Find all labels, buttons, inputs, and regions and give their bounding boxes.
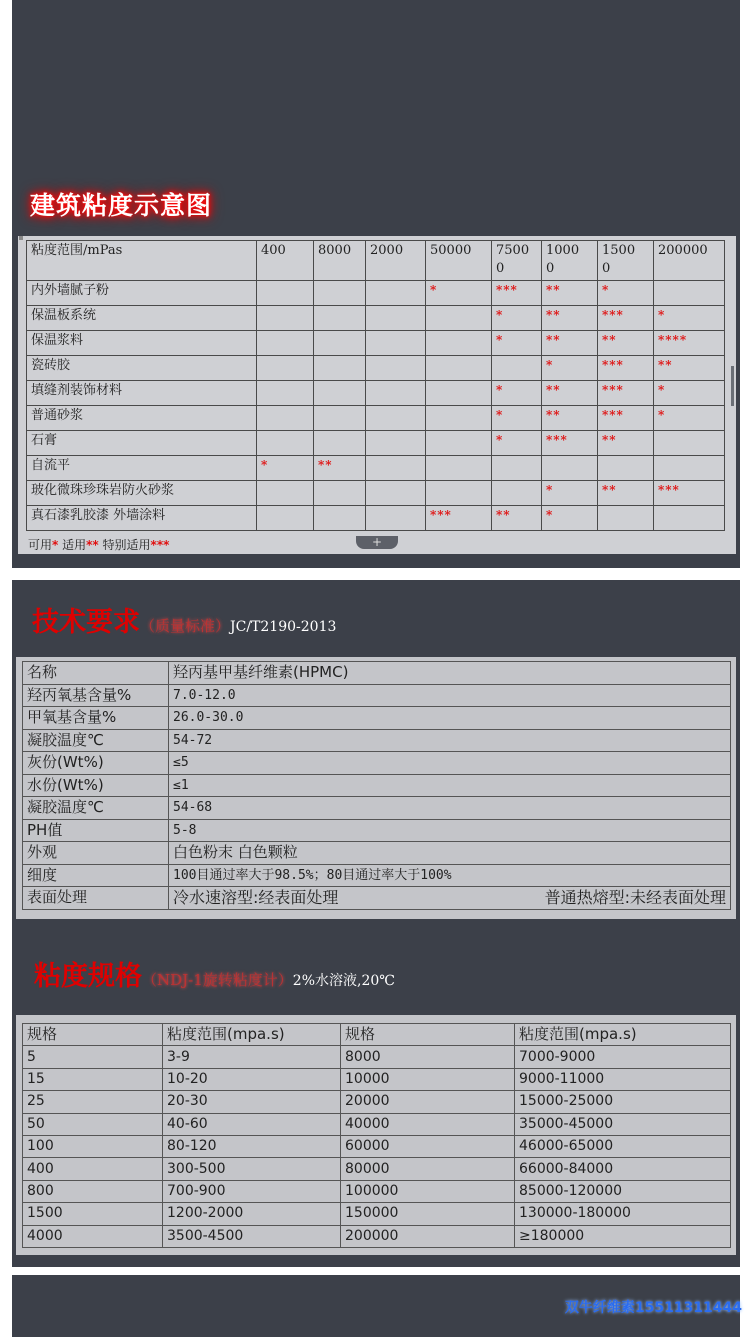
spec-name: 名称 <box>23 662 169 685</box>
spec-value-text: 26.0-30.0 <box>173 710 244 726</box>
section2-heading <box>32 600 336 639</box>
grade-cell: 4000 <box>23 1225 163 1247</box>
row-label: 玻化微珠珍珠岩防火砂浆 <box>27 481 257 506</box>
spec-name: 水份(Wt%) <box>23 774 169 797</box>
grade-cell: 1500 <box>23 1203 163 1225</box>
rating-cell: ** <box>314 456 366 481</box>
spec-value <box>169 887 731 910</box>
range-cell: 700-900 <box>163 1180 341 1202</box>
spec-value-text: 54-68 <box>173 800 213 816</box>
spec-name: PH值 <box>23 819 169 842</box>
range-cell: 40-60 <box>163 1113 341 1135</box>
grade-cell: 10000 <box>341 1068 515 1090</box>
scrollbar[interactable] <box>731 366 734 406</box>
table-row <box>23 1046 731 1068</box>
rating-cell <box>366 481 426 506</box>
rating-cell: ** <box>542 306 598 331</box>
grade-cell: 800 <box>23 1180 163 1202</box>
grade-cell: 150000 <box>341 1203 515 1225</box>
rating-cell <box>366 356 426 381</box>
section2-title: 技术要求 <box>32 607 140 638</box>
header-cell: 400 <box>257 241 314 281</box>
table-row <box>27 481 725 506</box>
rating-cell <box>257 481 314 506</box>
tech-spec-table-container <box>16 657 736 919</box>
spec-name: 凝胶温度℃ <box>23 797 169 820</box>
spec-value-text: ≤1 <box>173 777 189 793</box>
spec-value <box>169 752 731 775</box>
rating-cell: ** <box>598 481 654 506</box>
rating-cell <box>314 306 366 331</box>
spec-name: 羟丙氧基含量% <box>23 684 169 707</box>
table-row <box>23 1113 731 1135</box>
viscosity-table-container <box>18 236 736 554</box>
range-cell: 1200-2000 <box>163 1203 341 1225</box>
rating-cell <box>314 481 366 506</box>
legend-available-mark: * <box>52 538 59 552</box>
grade-cell: 15 <box>23 1068 163 1090</box>
rating-cell <box>257 381 314 406</box>
spec-value-text-2: 普通热熔型:未经表面处理 <box>544 888 726 908</box>
rating-cell <box>314 356 366 381</box>
rating-cell <box>366 381 426 406</box>
table-row <box>27 381 725 406</box>
rating-cell <box>426 306 492 331</box>
rating-cell: ** <box>542 331 598 356</box>
table-row <box>27 356 725 381</box>
watermark: 双牛纤维素15511311444 <box>564 1300 742 1316</box>
section2-standard: JC/T2190-2013 <box>230 619 337 635</box>
rating-cell <box>366 331 426 356</box>
spec-value <box>169 819 731 842</box>
spec-value-text: 54-72 <box>173 732 213 748</box>
rating-cell: * <box>654 406 725 431</box>
rating-cell: ** <box>542 381 598 406</box>
rating-cell: * <box>492 431 542 456</box>
rating-cell <box>257 356 314 381</box>
row-label: 保温浆料 <box>27 331 257 356</box>
table-row <box>23 1135 731 1157</box>
grade-cell: 60000 <box>341 1135 515 1157</box>
spec-value-text: 7.0-12.0 <box>173 687 236 703</box>
rating-cell: **** <box>654 331 725 356</box>
rating-cell <box>426 381 492 406</box>
rating-cell: * <box>542 481 598 506</box>
spec-value-text: 白色粉末 白色颗粒 <box>173 843 298 862</box>
rating-cell: ** <box>598 431 654 456</box>
legend-special: 特别适用 <box>102 538 151 552</box>
rating-cell <box>654 431 725 456</box>
rating-cell <box>542 456 598 481</box>
rating-cell <box>654 281 725 306</box>
header-cell: 规格 <box>23 1024 163 1046</box>
rating-cell <box>257 331 314 356</box>
range-cell: 10-20 <box>163 1068 341 1090</box>
rating-cell <box>426 406 492 431</box>
range-cell: 15000-25000 <box>515 1091 731 1113</box>
expand-button[interactable]: + <box>356 536 398 549</box>
rating-cell <box>366 306 426 331</box>
spec-value-text: 5-8 <box>173 822 197 838</box>
header-cell: 1000 0 <box>542 241 598 281</box>
spec-value-text: ≤5 <box>173 755 189 771</box>
spec-name: 甲氧基含量% <box>23 707 169 730</box>
rating-cell: ** <box>542 406 598 431</box>
range-cell: 66000-84000 <box>515 1158 731 1180</box>
spec-value-text: 冷水速溶型:经表面处理 <box>173 888 339 908</box>
table-row <box>23 1203 731 1225</box>
rating-cell: *** <box>598 406 654 431</box>
table-row <box>23 819 731 842</box>
row-label: 内外墙腻子粉 <box>27 281 257 306</box>
rating-cell <box>492 456 542 481</box>
header-cell: 规格 <box>341 1024 515 1046</box>
header-cell: 200000 <box>654 241 725 281</box>
rating-cell <box>257 406 314 431</box>
grade-cell: 25 <box>23 1091 163 1113</box>
section2-paren: （质量标准） <box>140 617 231 635</box>
grade-cell: 80000 <box>341 1158 515 1180</box>
rating-cell <box>314 406 366 431</box>
grade-cell: 50 <box>23 1113 163 1135</box>
spec-value <box>169 729 731 752</box>
rating-cell: * <box>492 306 542 331</box>
header-cell: 50000 <box>426 241 492 281</box>
viscosity-spec-table-container <box>16 1015 736 1255</box>
row-label: 真石漆乳胶漆 外墙涂料 <box>27 506 257 531</box>
header-cell: 8000 <box>314 241 366 281</box>
rating-cell: *** <box>598 306 654 331</box>
rating-cell <box>426 331 492 356</box>
range-cell: 3500-4500 <box>163 1225 341 1247</box>
table-row <box>27 506 725 531</box>
rating-cell <box>314 381 366 406</box>
table-row <box>23 1068 731 1090</box>
table-row <box>27 306 725 331</box>
grade-cell: 400 <box>23 1158 163 1180</box>
rating-cell <box>257 506 314 531</box>
legend-suitable: 适用 <box>62 538 87 552</box>
viscosity-spec-table <box>22 1023 731 1248</box>
table-row <box>23 1091 731 1113</box>
row-label: 瓷砖胶 <box>27 356 257 381</box>
table-row <box>23 797 731 820</box>
range-cell: 9000-11000 <box>515 1068 731 1090</box>
spec-value <box>169 842 731 865</box>
row-label: 填缝剂装饰材料 <box>27 381 257 406</box>
rating-cell <box>257 306 314 331</box>
table-row <box>23 842 731 865</box>
rating-cell <box>257 281 314 306</box>
table-row <box>23 1180 731 1202</box>
table-row <box>27 406 725 431</box>
section1-title: 建筑粘度示意图 <box>30 191 213 220</box>
table-header-row <box>27 241 725 281</box>
corner-marker <box>19 236 23 240</box>
rating-cell <box>314 506 366 531</box>
section3-paren: （NDJ-1旋转粘度计） <box>142 971 293 989</box>
range-cell: 35000-45000 <box>515 1113 731 1135</box>
range-cell: 7000-9000 <box>515 1046 731 1068</box>
rating-cell: *** <box>542 431 598 456</box>
rating-cell: * <box>654 306 725 331</box>
section3-heading <box>34 954 395 993</box>
rating-cell <box>654 456 725 481</box>
table-row <box>23 684 731 707</box>
rating-cell <box>366 456 426 481</box>
rating-cell: *** <box>654 481 725 506</box>
grade-cell: 200000 <box>341 1225 515 1247</box>
table-row <box>27 431 725 456</box>
header-cell: 1500 0 <box>598 241 654 281</box>
rating-cell <box>366 406 426 431</box>
table-row <box>27 331 725 356</box>
rating-cell <box>257 431 314 456</box>
legend-special-mark: *** <box>150 538 170 552</box>
grade-cell: 40000 <box>341 1113 515 1135</box>
rating-cell <box>314 281 366 306</box>
spec-value-text: 羟丙基甲基纤维素(HPMC) <box>173 663 349 682</box>
table-row <box>23 707 731 730</box>
range-cell: 85000-120000 <box>515 1180 731 1202</box>
spec-value <box>169 662 731 685</box>
row-label: 普通砂浆 <box>27 406 257 431</box>
rating-cell <box>366 431 426 456</box>
rating-cell: * <box>426 281 492 306</box>
section3-note: 2%水溶液,20℃ <box>292 973 395 989</box>
legend-available: 可用 <box>28 538 53 552</box>
rating-cell <box>654 506 725 531</box>
table-row <box>23 752 731 775</box>
spec-value-text: 100目通过率大于98.5%；80目通过率大于100% <box>173 867 452 883</box>
range-cell: 130000-180000 <box>515 1203 731 1225</box>
spec-name: 表面处理 <box>23 887 169 910</box>
header-cell: 7500 0 <box>492 241 542 281</box>
spec-value <box>169 684 731 707</box>
spec-value <box>169 774 731 797</box>
tech-spec-table <box>22 661 731 910</box>
rating-cell: * <box>492 406 542 431</box>
rating-cell: * <box>492 381 542 406</box>
rating-cell: * <box>492 331 542 356</box>
row-label: 石膏 <box>27 431 257 456</box>
rating-cell <box>426 356 492 381</box>
rating-cell <box>492 356 542 381</box>
table-row <box>23 774 731 797</box>
rating-cell: ** <box>654 356 725 381</box>
spec-name: 细度 <box>23 864 169 887</box>
rating-cell: ** <box>542 281 598 306</box>
spec-value <box>169 864 731 887</box>
header-cell: 粘度范围/mPas <box>27 241 257 281</box>
spec-name: 外观 <box>23 842 169 865</box>
rating-cell <box>598 456 654 481</box>
table-row <box>23 1158 731 1180</box>
grade-cell: 8000 <box>341 1046 515 1068</box>
viscosity-table <box>26 240 725 531</box>
row-label: 保温板系统 <box>27 306 257 331</box>
rating-cell: *** <box>598 381 654 406</box>
table-row <box>23 729 731 752</box>
spec-value <box>169 707 731 730</box>
rating-cell: * <box>542 356 598 381</box>
table-row <box>23 662 731 685</box>
rating-cell: *** <box>426 506 492 531</box>
spec-name: 凝胶温度℃ <box>23 729 169 752</box>
grade-cell: 20000 <box>341 1091 515 1113</box>
rating-cell: ** <box>492 506 542 531</box>
table-row <box>23 887 731 910</box>
spec-name: 灰份(Wt%) <box>23 752 169 775</box>
range-cell: 3-9 <box>163 1046 341 1068</box>
header-cell: 粘度范围(mpa.s) <box>515 1024 731 1046</box>
grade-cell: 5 <box>23 1046 163 1068</box>
range-cell: ≥180000 <box>515 1225 731 1247</box>
rating-cell: *** <box>492 281 542 306</box>
rating-cell <box>426 456 492 481</box>
range-cell: 46000-65000 <box>515 1135 731 1157</box>
rating-cell <box>366 281 426 306</box>
legend <box>28 536 169 553</box>
spec-value <box>169 797 731 820</box>
rating-cell <box>426 481 492 506</box>
rating-cell <box>314 331 366 356</box>
rating-cell: * <box>257 456 314 481</box>
section3-title: 粘度规格 <box>34 961 142 992</box>
grade-cell: 100 <box>23 1135 163 1157</box>
header-cell: 粘度范围(mpa.s) <box>163 1024 341 1046</box>
rating-cell <box>426 431 492 456</box>
rating-cell: *** <box>598 356 654 381</box>
table-row <box>27 456 725 481</box>
table-row <box>23 1225 731 1247</box>
grade-cell: 100000 <box>341 1180 515 1202</box>
header-cell: 2000 <box>366 241 426 281</box>
rating-cell: * <box>654 381 725 406</box>
rating-cell <box>366 506 426 531</box>
row-label: 自流平 <box>27 456 257 481</box>
rating-cell: ** <box>598 331 654 356</box>
table-row <box>27 281 725 306</box>
range-cell: 20-30 <box>163 1091 341 1113</box>
range-cell: 80-120 <box>163 1135 341 1157</box>
rating-cell: * <box>542 506 598 531</box>
table-header-row <box>23 1024 731 1046</box>
legend-suitable-mark: ** <box>86 538 99 552</box>
rating-cell <box>598 506 654 531</box>
rating-cell: * <box>598 281 654 306</box>
rating-cell <box>314 431 366 456</box>
rating-cell <box>492 481 542 506</box>
table-row <box>23 864 731 887</box>
range-cell: 300-500 <box>163 1158 341 1180</box>
